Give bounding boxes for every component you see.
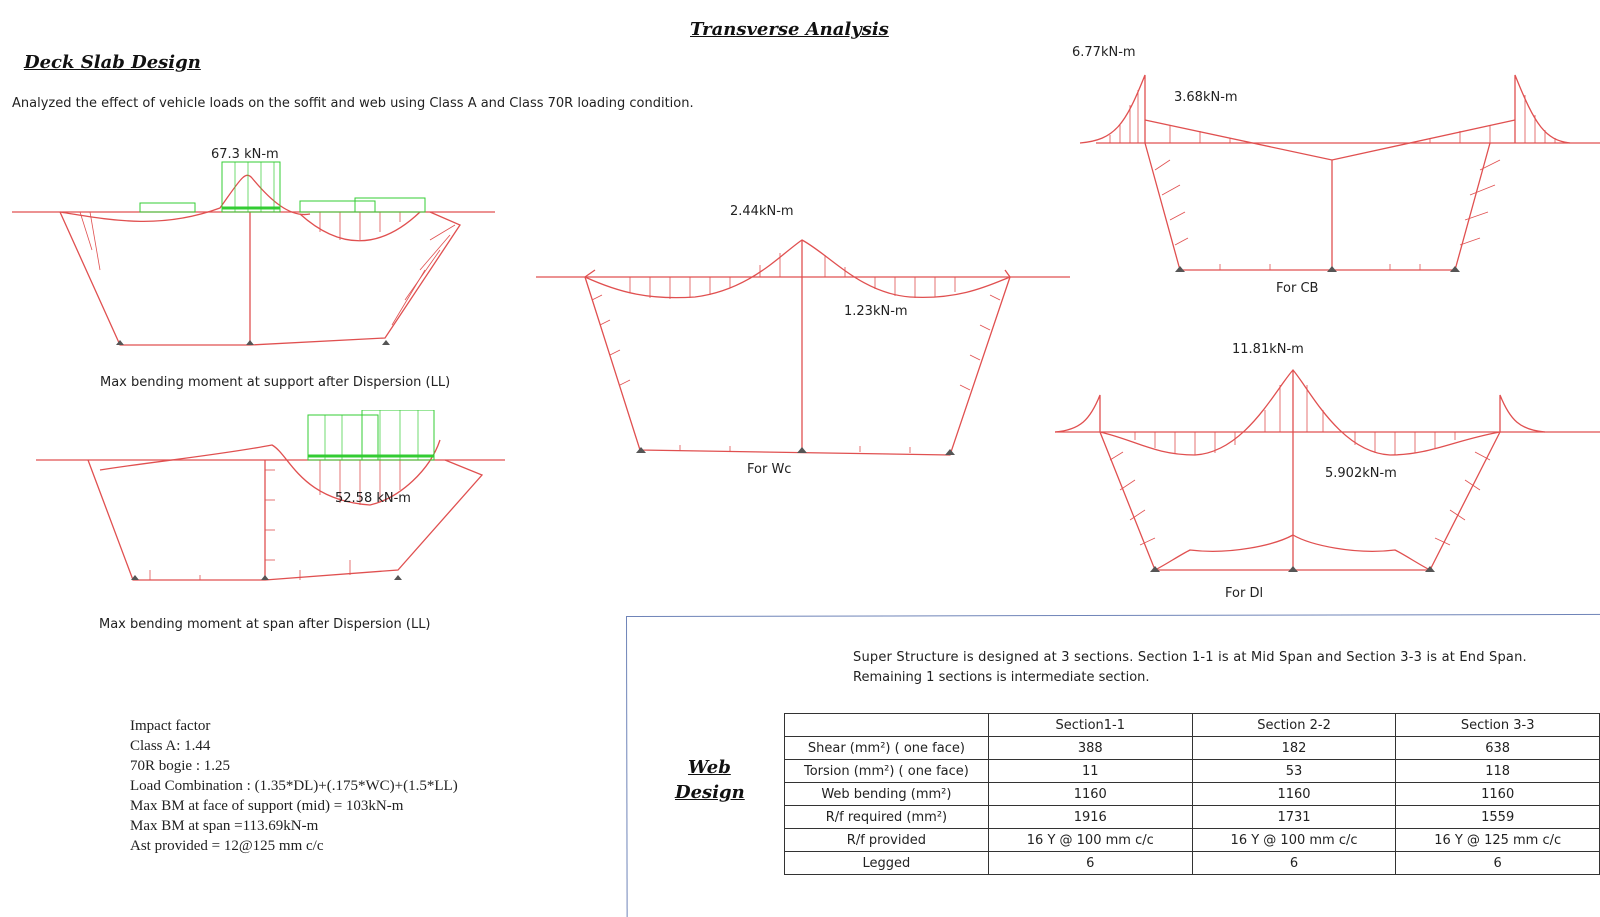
table-cell: 1160 (1192, 783, 1396, 806)
table-cell: 6 (1396, 852, 1600, 875)
wc-caption: For Wc (747, 462, 792, 477)
table-row (785, 852, 1600, 875)
dl-moment-diagram (1055, 340, 1600, 615)
table-header-cell: Section 2-2 (1192, 714, 1396, 737)
table-cell: R/f provided (785, 829, 989, 852)
table-cell: R/f required (mm²) (785, 806, 989, 829)
table-header-row (785, 714, 1600, 737)
table-cell: 16 Y @ 125 mm c/c (1396, 829, 1600, 852)
dl-moment-top: 11.81kN-m (1232, 342, 1304, 357)
table-row (785, 829, 1600, 852)
span-caption: Max bending moment at span after Dispersion (LL) (99, 617, 431, 632)
dl-caption: For Dl (1225, 586, 1264, 601)
table-cell: 16 Y @ 100 mm c/c (1192, 829, 1396, 852)
table-cell: 118 (1396, 760, 1600, 783)
table-cell: 182 (1192, 737, 1396, 760)
table-header-cell (785, 714, 989, 737)
web-design-heading-line1: Web (688, 757, 731, 778)
impact-note-line: Load Combination : (1.35*DL)+(.175*WC)+(1.5*LL) (130, 778, 458, 794)
table-row (785, 783, 1600, 806)
cb-moment-diagram (1070, 40, 1600, 305)
impact-note-line: Class A: 1.44 (130, 738, 211, 754)
table-cell: 11 (988, 760, 1192, 783)
table-row (785, 737, 1600, 760)
table-header-cell: Section1-1 (988, 714, 1192, 737)
span-moment-diagram (0, 410, 510, 610)
web-design-heading-line2: Design (675, 782, 745, 803)
table-header-cell: Section 3-3 (1396, 714, 1600, 737)
cb-moment-inner: 3.68kN-m (1174, 90, 1238, 105)
impact-note-line: Max BM at span =113.69kN-m (130, 818, 319, 834)
table-cell: 1731 (1192, 806, 1396, 829)
support-moment-diagram (0, 140, 510, 390)
span-moment-label: 52.58 kN-m (335, 491, 411, 506)
web-design-note-line2: Remaining 1 sections is intermediate section. (853, 670, 1150, 685)
table-cell: 1916 (988, 806, 1192, 829)
table-cell: 6 (1192, 852, 1396, 875)
cb-caption: For CB (1276, 281, 1319, 296)
table-row (785, 806, 1600, 829)
support-caption: Max bending moment at support after Dispersion (LL) (100, 375, 451, 390)
table-row (785, 760, 1600, 783)
impact-note-line: 70R bogie : 1.25 (130, 758, 230, 774)
table-cell: Torsion (mm²) ( one face) (785, 760, 989, 783)
table-cell: 1160 (988, 783, 1192, 806)
support-moment-label: 67.3 kN-m (211, 147, 279, 162)
deck-slab-heading: Deck Slab Design (24, 52, 201, 73)
wc-moment-mid: 1.23kN-m (844, 304, 908, 319)
impact-notes (130, 716, 458, 856)
page-title: Transverse Analysis (690, 19, 889, 40)
table-cell: Web bending (mm²) (785, 783, 989, 806)
deck-slab-intro: Analyzed the effect of vehicle loads on the soffit and web using Class A and Class 70R loading condition. (12, 96, 694, 111)
web-design-note-line1: Super Structure is designed at 3 sections. Section 1-1 is at Mid Span and Section 3-3 is at End Span. (853, 650, 1527, 665)
table-cell: 388 (988, 737, 1192, 760)
web-design-table (784, 713, 1600, 875)
table-cell: 638 (1396, 737, 1600, 760)
table-cell: 1160 (1396, 783, 1600, 806)
table-cell: 6 (988, 852, 1192, 875)
impact-note-line: Max BM at face of support (mid) = 103kN-m (130, 798, 404, 814)
impact-note-line: Impact factor (130, 718, 211, 734)
table-cell: 53 (1192, 760, 1396, 783)
wc-moment-top: 2.44kN-m (730, 204, 794, 219)
wc-moment-diagram (530, 195, 1070, 485)
cb-moment-outer: 6.77kN-m (1072, 45, 1136, 60)
table-cell: Shear (mm²) ( one face) (785, 737, 989, 760)
table-cell: Legged (785, 852, 989, 875)
table-cell: 16 Y @ 100 mm c/c (988, 829, 1192, 852)
impact-note-line: Ast provided = 12@125 mm c/c (130, 838, 324, 854)
table-cell: 1559 (1396, 806, 1600, 829)
dl-moment-mid: 5.902kN-m (1325, 466, 1397, 481)
